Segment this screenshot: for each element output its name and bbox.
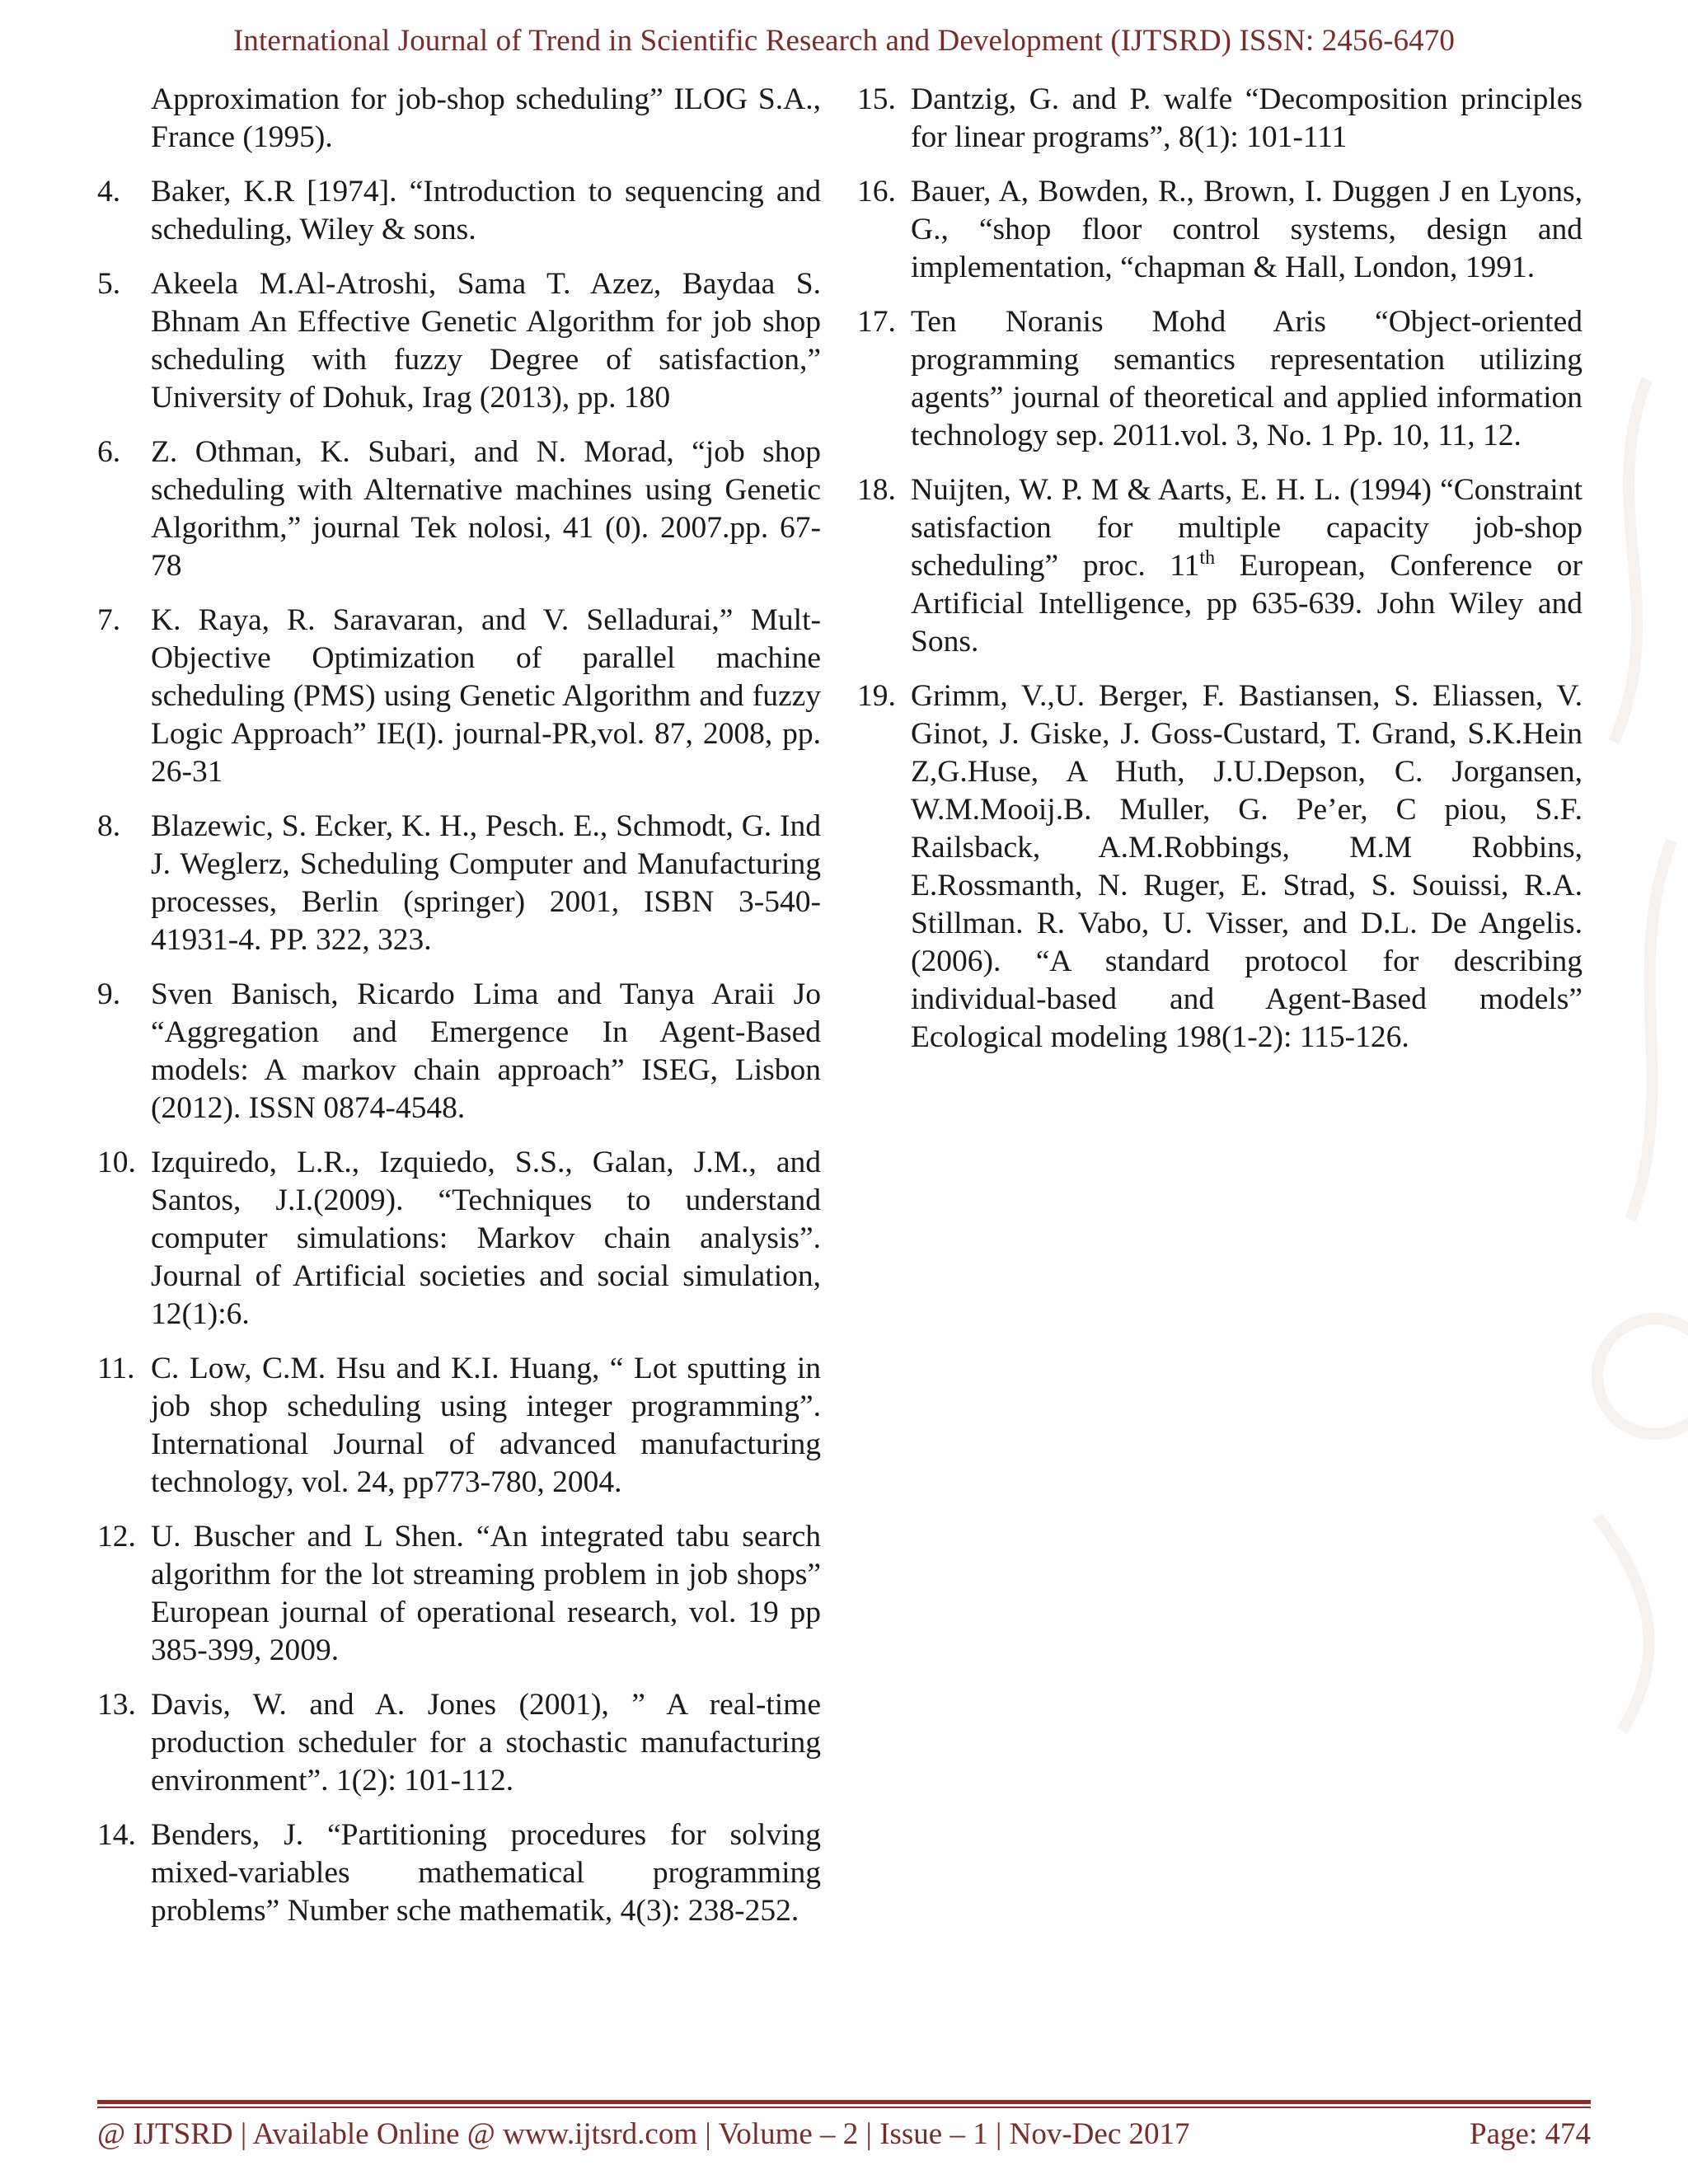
- reference-number: 8.: [97, 809, 121, 843]
- reference-number: 10.: [97, 1146, 136, 1179]
- reference-number: 12.: [97, 1520, 136, 1554]
- reference-number: 11.: [97, 1352, 135, 1385]
- reference-text: Dantzig, G. and P. walfe “Decomposition principles for linear programs”, 8(1): 101-111: [911, 82, 1582, 154]
- reference-item-8: [97, 808, 821, 959]
- reference-text: Bauer, A, Bowden, R., Brown, I. Duggen J en Lyons, G., “shop floor control systems, design and implementation, “chapman & Hall, London, 1991.: [911, 175, 1582, 284]
- reference-text: Blazewic, S. Ecker, K. H., Pesch. E., Schmodt, G. Ind J. Weglerz, Scheduling Computer and Manufacturing processes, Berlin (springer) 2001, ISBN 3-540-41931-4. PP. 322, 323.: [151, 809, 821, 957]
- reference-item-19: [857, 677, 1582, 1057]
- reference-text: Davis, W. and A. Jones (2001), ” A real-time production scheduler for a stochastic manufacturing environment”. 1(2): 101-112.: [151, 1688, 821, 1797]
- reference-text: K. Raya, R. Saravaran, and V. Selladurai,” Mult-Objective Optimization of parallel machine scheduling (PMS) using Genetic Algorithm and fuzzy Logic Approach” IE(I). journal-PR,vol. 87, 2008, pp. 26-31: [151, 603, 821, 789]
- reference-item-17: [857, 303, 1582, 455]
- reference-item-10: [97, 1144, 821, 1333]
- reference-number: 17.: [857, 305, 896, 339]
- page-number: Page: 474: [1470, 2117, 1591, 2151]
- reference-item-12: [97, 1518, 821, 1670]
- reference-number: 19.: [857, 679, 896, 713]
- reference-text: Grimm, V.,U. Berger, F. Bastiansen, S. Eliassen, V. Ginot, J. Giske, J. Goss-Custard, T. Grand, S.K.Hein Z,G.Huse, A Huth, J.U.Depson, C. Jorgansen, W.M.Mooij.B. Muller, G. Pe’er, C piou, S.F. Railsback, A.M.Robbings, M.M Robbins, E.Rossmanth, N. Ruger, E. Strad, S. Souissi, R.A. Stillman. R. Vabo, U. Visser, and D.L. De Angelis. (2006). “A standard protocol for describing individual-based and Agent-Based models” Ecological modeling 198(1-2): 115-126.: [911, 679, 1582, 1054]
- reference-text-part: Nuijten, W. P. M & Aarts, E. H. L. (1994) “Constraint satisfaction for multiple capacity job-shop scheduling” proc. 11: [911, 473, 1582, 583]
- reference-item-16: [857, 173, 1582, 287]
- reference-text: Sven Banisch, Ricardo Lima and Tanya Araii Jo “Aggregation and Emergence In Agent-Based models: A markov chain approach” ISEG, Lisbon (2012). ISSN 0874-4548.: [151, 977, 821, 1125]
- references-left-column: [97, 81, 821, 1947]
- reference-number: 4.: [97, 175, 121, 209]
- reference-item-15: [857, 81, 1582, 157]
- reference-text: Izquiredo, L.R., Izquiedo, S.S., Galan, J.M., and Santos, J.I.(2009). “Techniques to understand computer simulations: Markov chain analysis”. Journal of Artificial societies and social simulation, 12(1):6.: [151, 1146, 821, 1331]
- reference-number: 18.: [857, 473, 896, 507]
- reference-item-7: [97, 602, 821, 791]
- reference-number: 9.: [97, 977, 121, 1011]
- reference-item-13: [97, 1686, 821, 1800]
- footer-publication-info: @ IJTSRD | Available Online @ www.ijtsrd.com | Volume – 2 | Issue – 1 | Nov-Dec 2017: [97, 2117, 1190, 2151]
- footer-rule-thick: [97, 2100, 1591, 2104]
- reference-item-11: [97, 1350, 821, 1502]
- reference-text: C. Low, C.M. Hsu and K.I. Huang, “ Lot sputting in job shop scheduling using integer programming”. International Journal of advanced manufacturing technology, vol. 24, pp773-780, 2004.: [151, 1352, 821, 1499]
- reference-text: Benders, J. “Partitioning procedures for solving mixed-variables mathematical programming problems” Number sche mathematik, 4(3): 238-252.: [151, 1818, 821, 1928]
- reference-text: [911, 473, 1582, 658]
- reference-text: Akeela M.Al-Atroshi, Sama T. Azez, Baydaa S. Bhnam An Effective Genetic Algorithm for job shop scheduling with fuzzy Degree of satisfaction,” University of Dohuk, Irag (2013), pp. 180: [151, 267, 821, 415]
- reference-number: 7.: [97, 603, 121, 637]
- reference-number: 16.: [857, 175, 896, 209]
- reference-number: 14.: [97, 1818, 136, 1852]
- reference-item-6: [97, 434, 821, 585]
- reference-number: 5.: [97, 267, 121, 301]
- reference-number: 13.: [97, 1688, 136, 1722]
- superscript-ordinal: th: [1199, 547, 1216, 569]
- references-right-column: [857, 81, 1582, 1073]
- reference-number: 15.: [857, 82, 896, 116]
- reference-text: U. Buscher and L Shen. “An integrated tabu search algorithm for the lot streaming problem in job shops” European journal of operational research, vol. 19 pp 385-399, 2009.: [151, 1520, 821, 1667]
- reference-item-5: [97, 265, 821, 417]
- reference-item-14: [97, 1816, 821, 1930]
- reference-number: 6.: [97, 435, 121, 469]
- reference-item-4: [97, 173, 821, 249]
- reference-text: Ten Noranis Mohd Aris “Object-oriented programming semantics representation utilizing agents” journal of theoretical and applied information technology sep. 2011.vol. 3, No. 1 Pp. 10, 11, 12.: [911, 305, 1582, 452]
- reference-text: Approximation for job-shop scheduling” ILOG S.A., France (1995).: [151, 82, 821, 154]
- reference-text: Baker, K.R [1974]. “Introduction to sequencing and scheduling, Wiley & sons.: [151, 175, 821, 246]
- footer-rule-thin: [97, 2107, 1591, 2108]
- journal-header: International Journal of Trend in Scientific Research and Development (IJTSRD) ISSN: 2456-6470: [233, 24, 1455, 58]
- reference-item-18: [857, 471, 1582, 661]
- reference-text: Z. Othman, K. Subari, and N. Morad, “job shop scheduling with Alternative machines using Genetic Algorithm,” journal Tek nolosi, 41 (0). 2007.pp. 67-78: [151, 435, 821, 583]
- page-footer: [97, 2116, 1591, 2152]
- reference-item-9: [97, 976, 821, 1127]
- reference-continuation: [97, 81, 821, 157]
- reference-text-part: European, Conference or Artificial Intelligence, pp 635-639. John Wiley and Sons.: [911, 549, 1582, 658]
